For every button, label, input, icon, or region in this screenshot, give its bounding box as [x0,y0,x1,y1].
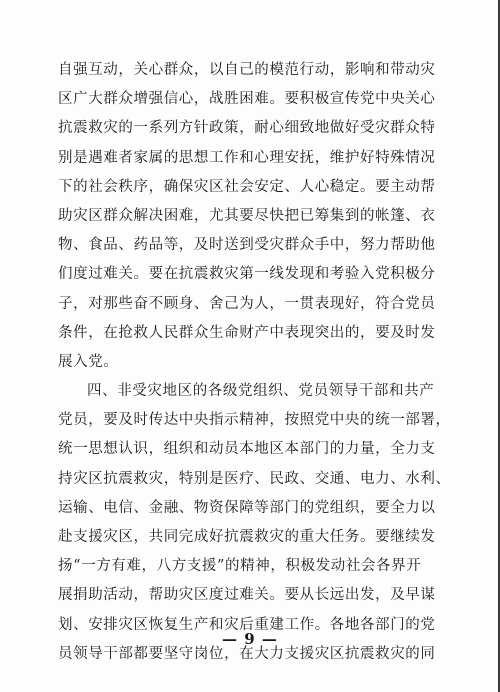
text-line: 划、安排灾区恢复生产和灾后重建工作。各地各部门的党 [58,616,436,633]
text-line: 展入党。 [58,353,119,370]
text-line: 持灾区抗震救灾，特别是医疗、民政、交通、电力、水利、 [58,470,451,487]
text-line: 扬“一方有难，八方支援”的精神，积极发动社会各界开 [58,558,422,575]
text-line: 自强互动，关心群众，以自己的模范行动，影响和带动灾 [58,62,436,78]
text-line: 子，对那些奋不顾身、舍己为人，一贯表现好，符合党员 [58,295,436,312]
text-line: 们度过难关。要在抗震救灾第一线发现和考验入党积极分 [58,266,436,283]
text-line: 展捐助活动，帮助灾区度过难关。要从长远出发，及早谋 [58,587,436,604]
section-heading-line: 四、非受灾地区的各级党组织、党员领导干部和共产 [87,383,435,400]
body-text [58,56,458,669]
text-line: 员领导干部都要坚守岗位，在大力支援灾区抗震救灾的同 [58,645,436,662]
text-line: 助灾区群众解决困难，尤其要尽快把已筹集到的帐篷、衣 [58,207,436,224]
text-line: 统一思想认识，组织和动员本地区本部门的力量，全力支 [58,441,436,458]
text-line: 区广大群众增强信心，战胜困难。要积极宣传党中央关心 [58,91,436,108]
text-line: 别是遇难者家属的思想工作和心理安抚，维护好特殊情况 [58,149,436,166]
text-line: 赴支援灾区，共同完成好抗震救灾的重大任务。要继续发 [58,529,436,545]
text-line: 下的社会秩序，确保灾区社会安定、人心稳定。要主动帮 [58,178,436,195]
text-line: 抗震救灾的一系列方针政策，耐心细致地做好受灾群众特 [58,120,436,137]
text-line: 条件，在抢救人民群众生命财产中表现突出的，要及时发 [58,324,436,341]
page-number: — 9 — [222,630,278,648]
text-line: 运输、电信、金融、物资保障等部门的党组织，要全力以 [58,499,436,516]
text-line: 党员，要及时传达中央指示精神，按照党中央的统一部署， [58,412,451,429]
text-line: 物、食品、药品等，及时送到受灾群众手中，努力帮助他 [58,237,436,254]
